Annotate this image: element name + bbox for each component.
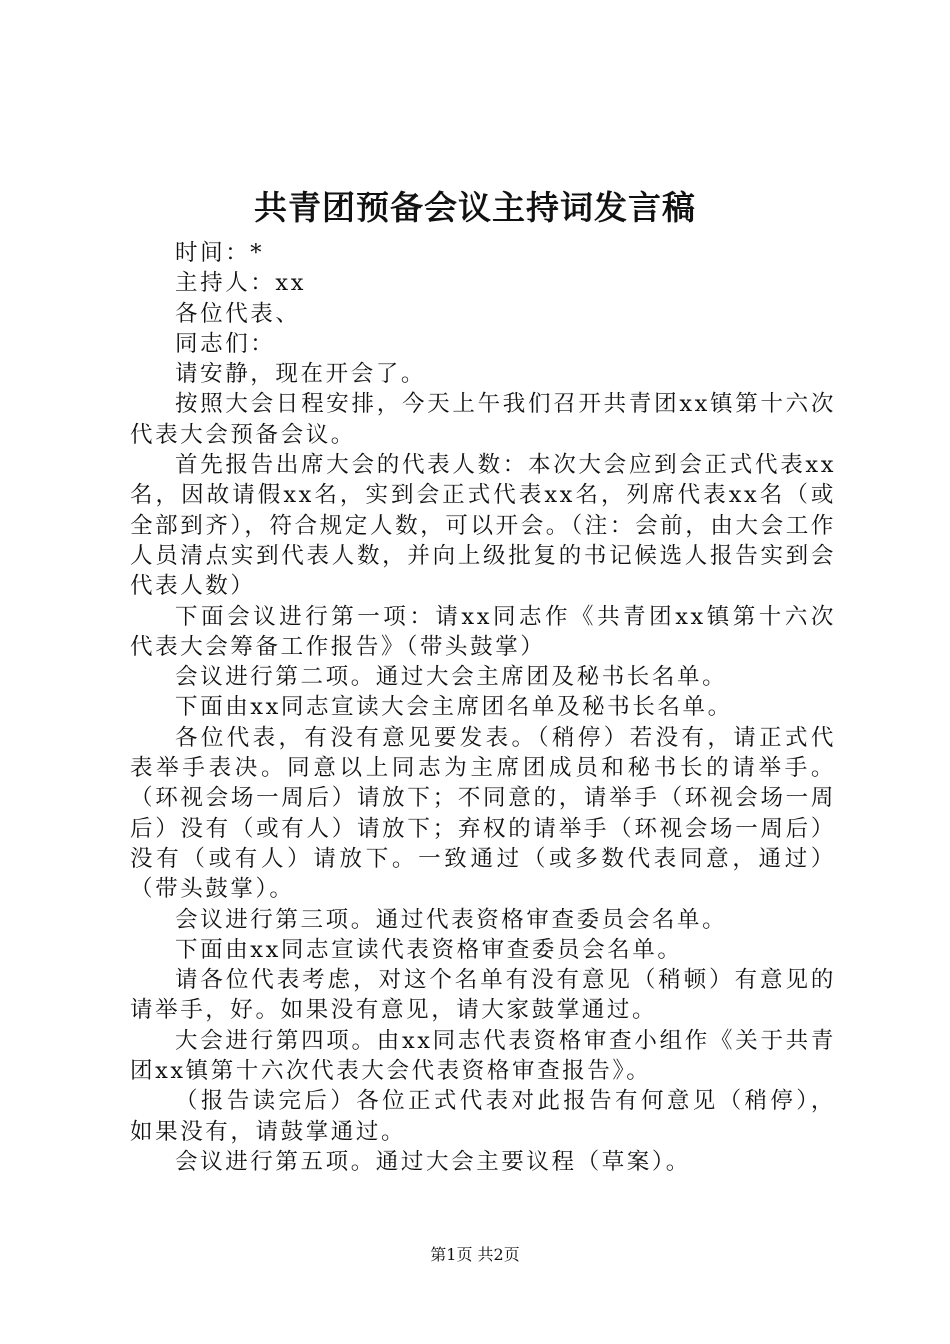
paragraph-item-two: 会议进行第二项。通过大会主席团及秘书长名单。	[175, 664, 728, 691]
paragraph-committee-reading: 下面由xx同志宣读代表资格审查委员会名单。	[175, 936, 683, 963]
paragraph-attendance: 首先报告出席大会的代表人数：本次大会应到会正式代表xx名，因故请假xx名，实到会正式代表xx名，列席代表xx名（或全部到齐），符合规定人数，可以开会。（注：会前，由大会工作人员清点实到代表人数，并向上级批复的书记候选人报告实到会代表人数）	[130, 452, 836, 600]
paragraph-salutation-comrades: 同志们：	[175, 330, 276, 357]
paragraph-salutation-delegates: 各位代表、	[175, 300, 301, 327]
page-number-footer: 第1页 共2页	[430, 1245, 520, 1264]
paragraph-item-five: 会议进行第五项。通过大会主要议程（草案）。	[175, 1148, 691, 1175]
paragraph-committee-vote: 请各位代表考虑，对这个名单有没有意见（稍顿）有意见的请举手，好。如果没有意见，请大家鼓掌通过。	[130, 967, 836, 1024]
paragraph-time: 时间：*	[175, 240, 265, 266]
paragraph-presidium-vote: 各位代表，有没有意见要发表。（稍停）若没有，请正式代表举手表决。同意以上同志为主席团成员和秘书长的请举手。（环视会场一周后）请放下；不同意的，请举手（环视会场一周后）没有（或有人）请放下；弃权的请举手（环视会场一周后）没有（或有人）请放下。一致通过（或多数代表同意，通过）（带头鼓掌）。	[130, 724, 836, 903]
document-body	[130, 238, 836, 1177]
paragraph-item-four: 大会进行第四项。由xx同志代表资格审查小组作《关于共青团xx镇第十六次代表大会代表资格审查报告》。	[130, 1027, 836, 1085]
paragraph-report-vote: （报告读完后）各位正式代表对此报告有何意见（稍停），如果没有，请鼓掌通过。	[130, 1088, 836, 1145]
paragraph-presidium-reading: 下面由xx同志宣读大会主席团名单及秘书长名单。	[175, 694, 733, 721]
paragraph-agenda-intro: 按照大会日程安排，今天上午我们召开共青团xx镇第十六次代表大会预备会议。	[130, 391, 836, 448]
paragraph-item-one: 下面会议进行第一项：请xx同志作《共青团xx镇第十六次代表大会筹备工作报告》（带头鼓掌）	[130, 603, 836, 660]
paragraph-host: 主持人：xx	[175, 270, 306, 297]
paragraph-opening: 请安静，现在开会了。	[175, 361, 427, 388]
document-title: 共青团预备会议主持词发言稿	[254, 188, 696, 227]
paragraph-item-three: 会议进行第三项。通过代表资格审查委员会名单。	[175, 906, 728, 933]
